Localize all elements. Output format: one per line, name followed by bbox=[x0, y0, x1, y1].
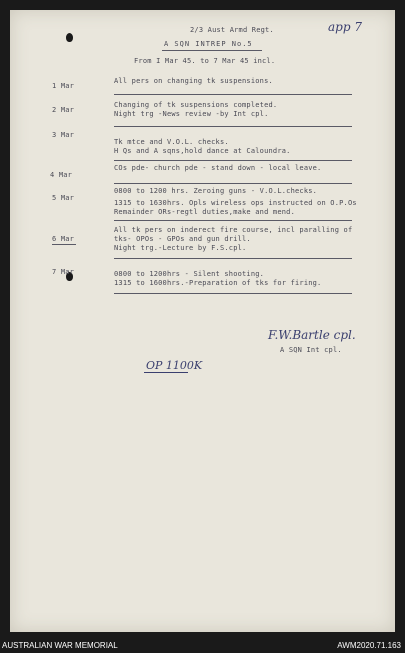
entry-text: Changing of tk suspensions completed. Night trg -News review -by Int cpl. bbox=[114, 101, 278, 118]
entry-date: 6 Mar bbox=[52, 235, 75, 243]
entry-date: 4 Mar bbox=[50, 171, 73, 179]
entry-divider bbox=[114, 160, 352, 161]
entry-date: 2 Mar bbox=[52, 106, 75, 114]
entry-text: 0800 to 1200 hrs. Zeroing guns - V.O.L.checks. 1315 to 1630hrs. Opls wireless ops instructed on O.P.Os Remainder ORs-regtl duties,make and mend. bbox=[114, 187, 357, 216]
handwritten-reference: OP 1100K bbox=[146, 359, 203, 372]
report-title: A SQN INTREP No.5 bbox=[164, 40, 253, 48]
report-period: From I Mar 45. to 7 Mar 45 incl. bbox=[134, 57, 276, 65]
entry-date: 1 Mar bbox=[52, 82, 75, 90]
date-underline bbox=[52, 244, 76, 245]
entry-text: Tk mtce and V.O.L. checks. H Qs and A sqns,hold dance at Caloundra. bbox=[114, 138, 291, 155]
archive-reference: AWM2020.71.163 bbox=[337, 641, 401, 650]
entry-divider bbox=[114, 220, 352, 221]
entry-divider bbox=[114, 258, 352, 259]
unit-name: 2/3 Aust Armd Regt. bbox=[190, 26, 274, 34]
signatory-role: A SQN Int cpl. bbox=[280, 346, 342, 354]
handwritten-underline bbox=[144, 372, 188, 373]
entry-date: 5 Mar bbox=[52, 194, 75, 202]
title-underline bbox=[162, 50, 262, 51]
signature: F.W.Bartle cpl. bbox=[268, 328, 356, 342]
entry-date: 7 Mar bbox=[52, 268, 75, 276]
entry-date: 3 Mar bbox=[52, 131, 75, 139]
entry-divider bbox=[114, 126, 352, 127]
punch-hole bbox=[66, 33, 73, 42]
entry-divider bbox=[114, 183, 352, 184]
entry-text: 0800 to 1200hrs - Silent shooting. 1315 to 1600hrs.-Preparation of tks for firing. bbox=[114, 270, 322, 287]
entry-text: All tk pers on inderect fire course, incl paralling of tks- OPOs - GPOs and gun drill. Night trg.-Lecture by F.S.cpl. bbox=[114, 226, 353, 252]
archive-name: AUSTRALIAN WAR MEMORIAL bbox=[2, 641, 118, 650]
archive-footer bbox=[0, 640, 405, 653]
entry-divider bbox=[114, 94, 352, 95]
document-page bbox=[10, 10, 395, 632]
entry-divider bbox=[114, 293, 352, 294]
appendix-note: app 7 bbox=[328, 20, 362, 34]
entry-text: COs pde- church pde - stand down - local leave. bbox=[114, 164, 322, 172]
entry-text: All pers on changing tk suspensions. bbox=[114, 77, 273, 85]
